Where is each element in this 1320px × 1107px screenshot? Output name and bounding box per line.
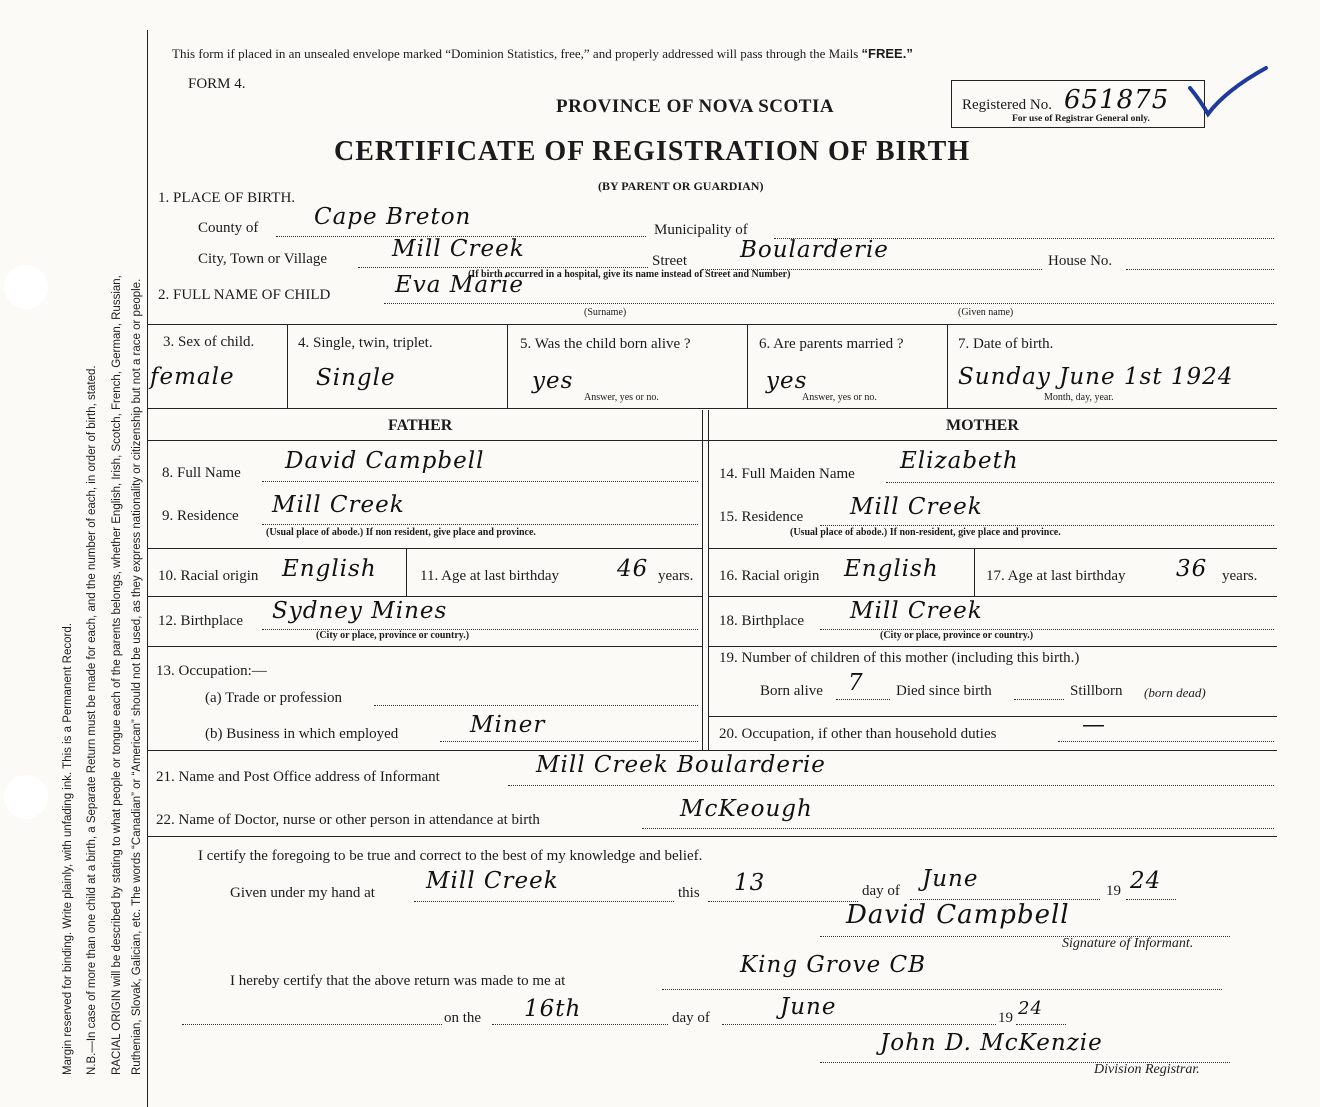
born-alive-count-label: Born alive [760,683,823,699]
binding-hole-bottom [4,775,48,819]
father-residence-note: (Usual place of abode.) If non resident, give place and province. [266,527,536,538]
postal-notice [172,46,913,62]
surname-note: (Surname) [584,307,627,318]
father-residence-label: 9. Residence [162,508,239,524]
informant-signature-note: Signature of Informant. [1062,936,1194,951]
mother-occupation-value: — [1082,712,1106,738]
father-birthplace-value: Sydney Mines [272,598,448,624]
certify-statement: I certify the foregoing to be true and correct to the best of my knowledge and belief. [198,848,703,864]
mother-age-label: 17. Age at last birthday [986,568,1126,584]
margin-note-racial: RACIAL ORIGIN will be described by stating to what people or tongue each of the parents belongs, whether English, Irish, Scotch, French, German, Russian, [111,275,123,1075]
return-made-label: I hereby certify that the above return was made to me at [230,973,566,989]
margin-note-binding: Margin reserved for binding. Write plainly, with unfading ink. This is a Permanent Record. [62,623,74,1075]
hospital-note: (If birth occurred in a hospital, give its name instead of Street and Number) [468,269,791,280]
province-heading: PROVINCE OF NOVA SCOTIA [556,96,835,117]
on-the-label: on the [444,1010,482,1026]
father-name-value: David Campbell [285,448,485,474]
father-trade-label: (a) Trade or profession [205,690,343,706]
died-since-birth-label: Died since birth [896,683,992,699]
registrar-signature-note: Division Registrar. [1094,1062,1200,1077]
registration-day-value: 16th [524,996,582,1022]
street-value: Boularderie [740,237,889,263]
registration-month-value: June [780,994,837,1020]
given-name-note: (Given name) [958,307,1014,318]
postal-notice-text: This form if placed in an unsealed envelope marked “Dominion Statistics, free,” and properly addressed will pass through the Mails [172,46,859,61]
father-racial-label: 10. Racial origin [158,568,259,584]
mother-name-label: 14. Full Maiden Name [719,466,855,482]
street-label: Street [652,253,687,269]
mother-name-value: Elizabeth [900,448,1019,474]
stillborn-note: (born dead) [1144,685,1206,700]
registration-year-value: 24 [1018,998,1043,1019]
registrar-signature: John D. McKenzie [880,1030,1103,1056]
parents-married-label: 6. Are parents married ? [759,336,904,352]
father-age-value: 46 [617,556,649,582]
child-name-label: 2. FULL NAME OF CHILD [158,287,331,303]
doctor-label: 22. Name of Doctor, nurse or other person in attendance at birth [156,812,540,828]
registered-label: Registered No. [962,97,1052,113]
mother-residence-note: (Usual place of abode.) If non-resident, give place and province. [790,527,1061,538]
given-day-of-label: day of [862,883,900,899]
father-name-label: 8. Full Name [162,465,241,481]
mother-birthplace-value: Mill Creek [850,598,983,624]
parents-married-value: yes [766,368,808,394]
child-name-value: Eva Marie [395,272,525,298]
father-residence-value: Mill Creek [272,492,405,518]
given-month-value: June [922,866,979,892]
house-number-label: House No. [1048,253,1113,269]
children-count-label: 19. Number of children of this mother (including this birth.) [719,650,1080,666]
mother-birthplace-note: (City or place, province or country.) [880,630,1034,641]
father-years-label: years. [658,568,694,584]
father-birthplace-label: 12. Birthplace [158,613,243,629]
doctor-value: McKeough [680,796,813,822]
page-subtitle: (BY PARENT OR GUARDIAN) [598,179,764,193]
father-racial-value: English [282,556,377,582]
sex-value: female [150,364,235,390]
father-birthplace-note: (City or place, province or country.) [316,630,470,641]
informant-label: 21. Name and Post Office address of Informant [156,769,440,785]
plurality-value: Single [316,365,396,391]
informant-value: Mill Creek Boularderie [536,752,826,778]
plurality-label: 4. Single, twin, triplet. [298,335,433,351]
dob-label: 7. Date of birth. [958,336,1054,352]
form-number: FORM 4. [188,76,246,92]
given-year-prefix: 19 [1106,883,1121,899]
place-of-birth-label: 1. PLACE OF BIRTH. [158,190,296,206]
mother-birthplace-label: 18. Birthplace [719,613,804,629]
city-label: City, Town or Village [198,251,328,267]
father-heading: FATHER [388,417,453,434]
mother-heading: MOTHER [946,417,1019,434]
postal-notice-free: “FREE.” [861,46,913,61]
born-alive-value: yes [532,368,574,394]
dob-note: Month, day, year. [1044,392,1114,403]
given-day-value: 13 [734,870,766,896]
stillborn-label: Stillborn [1070,683,1123,699]
county-value: Cape Breton [314,204,472,230]
county-label: County of [198,220,259,236]
father-age-label: 11. Age at last birthday [420,568,559,584]
registration-day-of-label: day of [672,1010,710,1026]
given-at-label: Given under my hand at [230,885,375,901]
mother-racial-value: English [844,556,939,582]
given-this-label: this [678,885,700,901]
form-left-border [147,30,148,1107]
mother-years-label: years. [1222,568,1258,584]
margin-note-nb: N.B.—In case of more than one child at a birth, a Separate Return must be made for each, and the number of each, in order of birth, stated. [86,365,98,1075]
sex-label: 3. Sex of child. [163,334,255,350]
registered-box [951,80,1205,128]
mother-age-value: 36 [1176,556,1208,582]
father-business-label: (b) Business in which employed [205,726,399,742]
mother-residence-label: 15. Residence [719,509,804,525]
checkmark-icon [1186,62,1272,122]
return-made-value: King Grove CB [740,952,927,978]
municipality-label: Municipality of [654,222,748,238]
father-occupation-label: 13. Occupation:— [156,663,267,679]
mother-racial-label: 16. Racial origin [719,568,820,584]
informant-signature: David Campbell [846,900,1070,930]
given-at-value: Mill Creek [426,868,559,894]
answer-note-alive: Answer, yes or no. [584,392,659,403]
registration-year-prefix: 19 [998,1010,1013,1026]
margin-note-racial-cont: Ruthenian, Slovak, Galician, etc. The words “Canadian” or “American” should not be used, as they express nationality or citizenship but not a race or people. [131,278,143,1075]
registered-note: For use of Registrar General only. [1012,114,1150,124]
father-business-value: Miner [470,712,546,738]
answer-note-married: Answer, yes or no. [802,392,877,403]
mother-occupation-label: 20. Occupation, if other than household duties [719,726,997,742]
page-title: CERTIFICATE OF REGISTRATION OF BIRTH [334,136,971,167]
registered-number: 651875 [1064,85,1170,115]
binding-hole-top [4,265,48,309]
mother-residence-value: Mill Creek [850,494,983,520]
born-alive-label: 5. Was the child born alive ? [520,336,691,352]
city-value: Mill Creek [392,236,525,262]
dob-value: Sunday June 1st 1924 [958,364,1234,390]
born-alive-count-value: 7 [848,670,864,696]
given-year-value: 24 [1130,868,1162,894]
